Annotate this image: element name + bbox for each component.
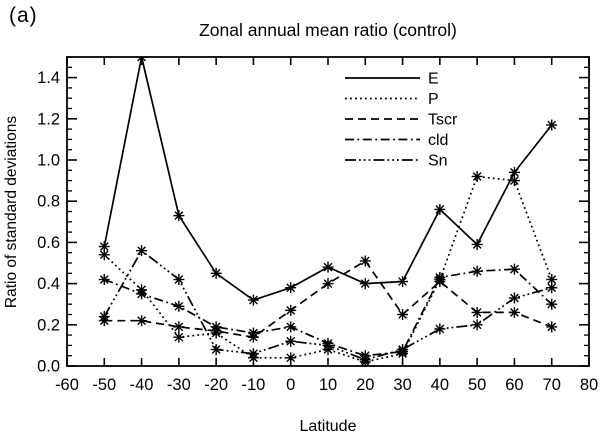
y-tick-label: 1.4 bbox=[37, 69, 60, 88]
data-point-marker bbox=[211, 344, 222, 355]
data-point-marker bbox=[546, 299, 557, 310]
x-tick-label: -40 bbox=[129, 376, 154, 394]
data-point-marker bbox=[397, 344, 408, 355]
data-point-marker bbox=[248, 295, 259, 306]
data-point-marker bbox=[360, 278, 371, 289]
data-point-marker bbox=[323, 278, 334, 289]
data-point-marker bbox=[285, 352, 296, 363]
data-point-marker bbox=[323, 340, 334, 351]
data-point-marker bbox=[248, 328, 259, 339]
x-tick-label: -60 bbox=[55, 376, 79, 394]
y-tick-label: 0.0 bbox=[37, 357, 60, 376]
data-point-marker bbox=[472, 266, 483, 277]
data-point-marker bbox=[99, 311, 110, 322]
legend bbox=[345, 71, 458, 170]
data-point-marker bbox=[546, 119, 557, 130]
data-point-marker bbox=[434, 323, 445, 334]
data-point-marker bbox=[173, 332, 184, 343]
data-point-marker bbox=[397, 309, 408, 320]
data-point-marker bbox=[136, 288, 147, 299]
data-point-marker bbox=[360, 354, 371, 365]
data-point-marker bbox=[434, 272, 445, 283]
data-point-marker bbox=[173, 210, 184, 221]
legend-label-sn: Sn bbox=[428, 152, 448, 170]
data-point-marker bbox=[136, 315, 147, 326]
x-tick-label: -10 bbox=[241, 376, 266, 394]
data-point-marker bbox=[285, 305, 296, 316]
data-point-marker bbox=[546, 321, 557, 332]
x-tick-label: 50 bbox=[467, 376, 487, 394]
data-point-marker bbox=[136, 245, 147, 256]
x-tick-label: 60 bbox=[505, 376, 524, 394]
x-tick-label: 0 bbox=[286, 376, 296, 394]
data-point-marker bbox=[509, 175, 520, 186]
y-axis-label: Ratio of standard deviations bbox=[3, 115, 20, 309]
legend-label-p: P bbox=[428, 91, 439, 108]
data-point-marker bbox=[99, 274, 110, 285]
data-point-marker bbox=[397, 276, 408, 287]
data-point-marker bbox=[360, 255, 371, 266]
x-tick-label: -20 bbox=[204, 376, 229, 394]
x-tick-label: 70 bbox=[542, 376, 561, 394]
legend-label-tscr: Tscr bbox=[428, 111, 458, 129]
series-group bbox=[99, 52, 557, 368]
y-tick-label: 0.4 bbox=[37, 275, 60, 294]
x-tick-label: 40 bbox=[430, 376, 450, 394]
data-point-marker bbox=[509, 307, 520, 318]
x-tick-label: 80 bbox=[579, 376, 599, 394]
data-point-marker bbox=[173, 321, 184, 332]
y-tick-label: 0.2 bbox=[37, 316, 60, 335]
legend-label-cld: cld bbox=[428, 132, 449, 149]
data-point-marker bbox=[173, 301, 184, 312]
data-point-marker bbox=[211, 321, 222, 332]
x-tick-label: -50 bbox=[92, 376, 117, 394]
x-tick-label: 20 bbox=[356, 376, 375, 394]
data-point-marker bbox=[472, 171, 483, 182]
data-point-marker bbox=[248, 348, 259, 359]
y-tick-label: 1.0 bbox=[37, 151, 60, 170]
data-point-marker bbox=[285, 321, 296, 332]
data-point-marker bbox=[434, 204, 445, 215]
data-point-marker bbox=[472, 319, 483, 330]
panel-label: (a) bbox=[9, 4, 38, 27]
data-point-marker bbox=[99, 249, 110, 260]
x-tick-label: 30 bbox=[393, 376, 412, 394]
data-point-marker bbox=[285, 282, 296, 293]
y-tick-label: 1.2 bbox=[37, 110, 60, 129]
data-point-marker bbox=[211, 268, 222, 279]
data-point-marker bbox=[509, 264, 520, 275]
y-tick-label: 0.6 bbox=[37, 233, 60, 252]
data-point-marker bbox=[323, 262, 334, 273]
plot-frame bbox=[67, 57, 589, 366]
x-axis-label: Latitude bbox=[299, 418, 357, 435]
data-point-marker bbox=[472, 307, 483, 318]
data-point-marker bbox=[285, 336, 296, 347]
data-point-marker bbox=[509, 293, 520, 304]
data-point-marker bbox=[546, 282, 557, 293]
data-point-marker bbox=[173, 274, 184, 285]
y-tick-label: 0.8 bbox=[37, 192, 60, 211]
x-tick-label: 10 bbox=[318, 376, 338, 394]
chart-title: Zonal annual mean ratio (control) bbox=[199, 20, 457, 40]
x-tick-label: -30 bbox=[166, 376, 191, 394]
data-point-marker bbox=[136, 52, 147, 63]
legend-label-e: E bbox=[428, 70, 439, 88]
data-point-marker bbox=[472, 239, 483, 250]
